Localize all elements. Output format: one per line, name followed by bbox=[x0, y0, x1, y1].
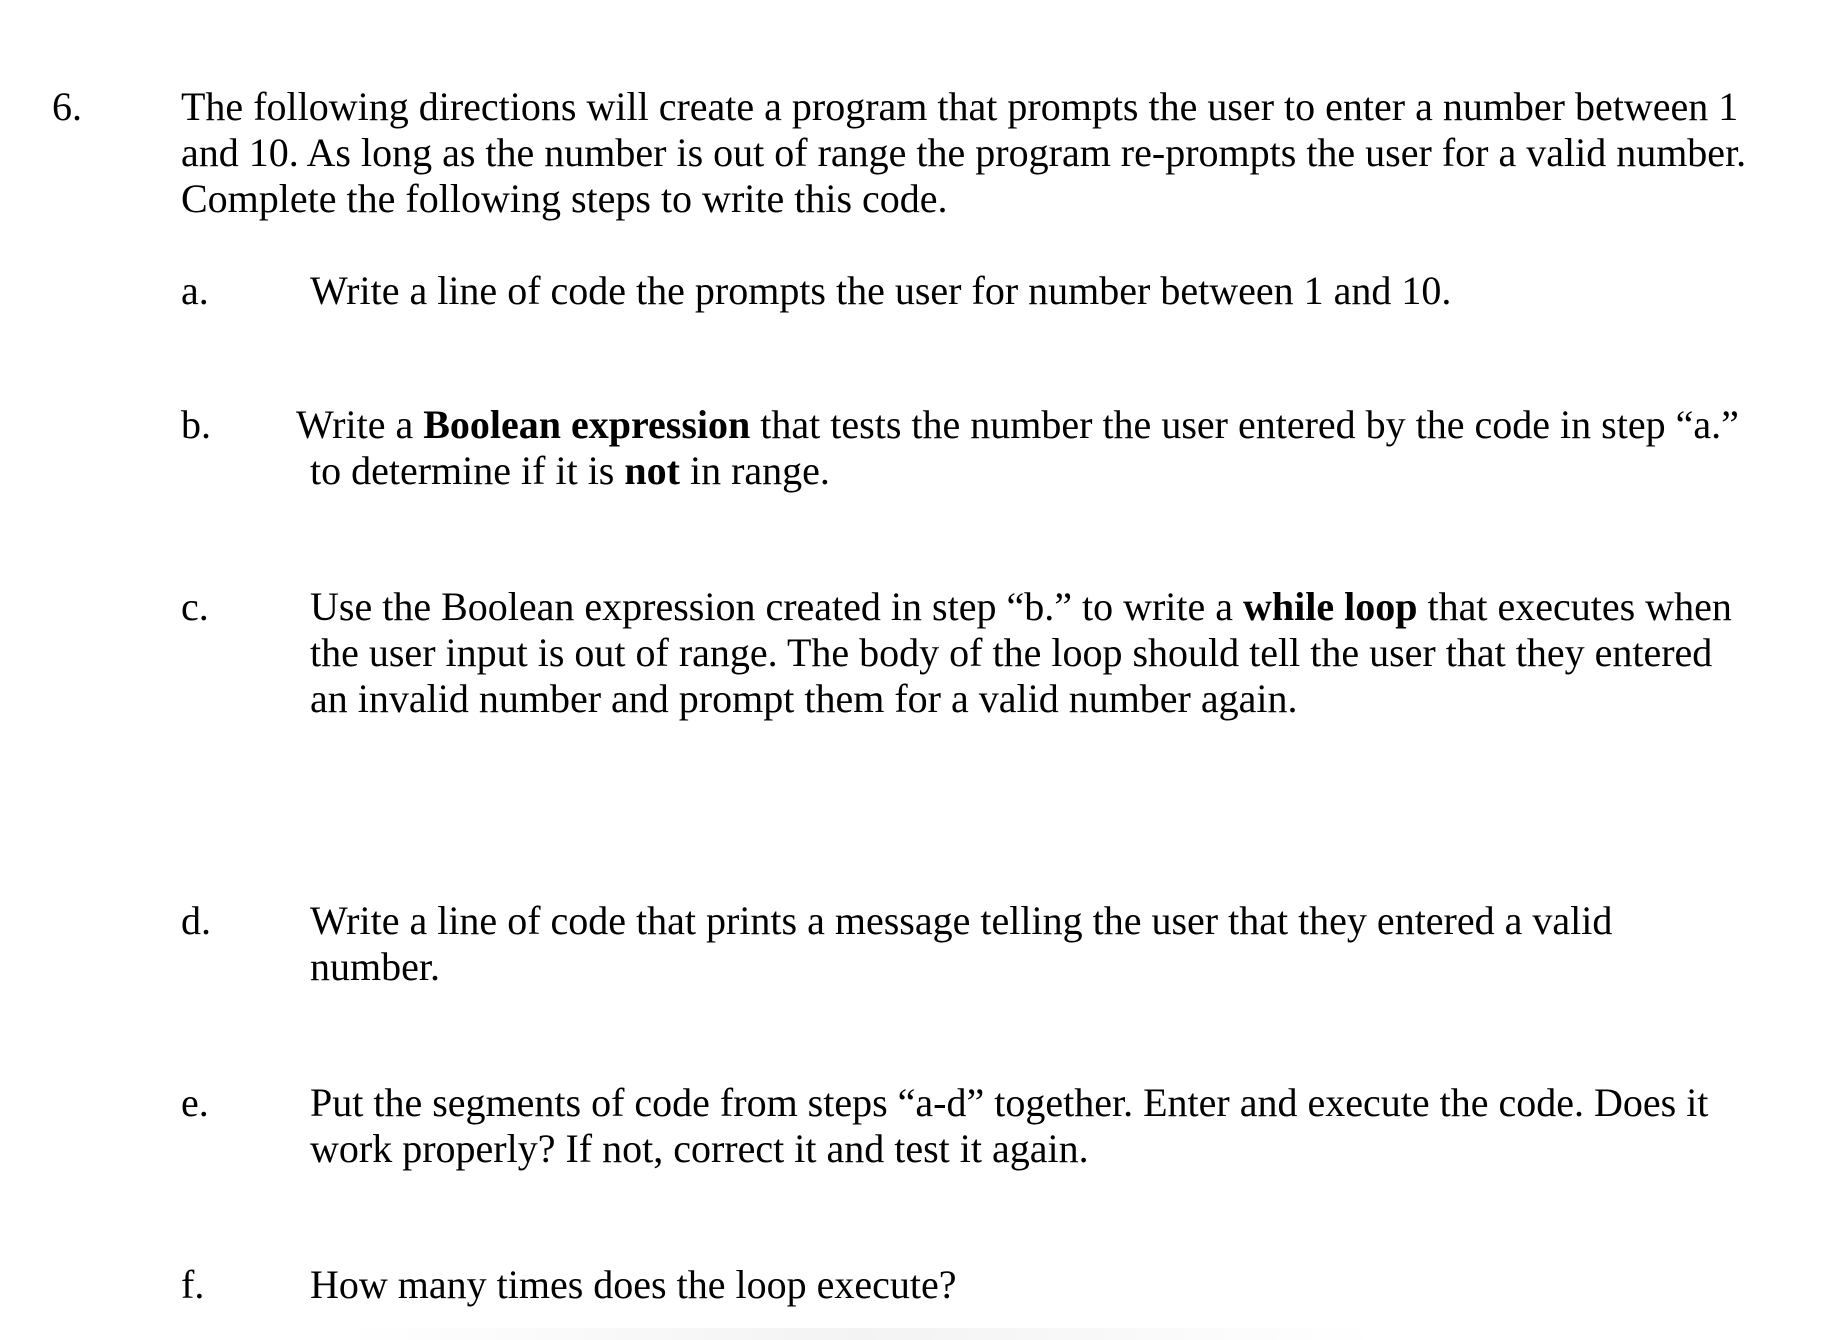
intro-line: and 10. As long as the number is out of range the program re-prompts the user for a valid number. bbox=[181, 130, 1747, 175]
step-d-line-1: Write a line of code that prints a message telling the user that they entered a valid bbox=[310, 898, 1613, 943]
step-e-label: e. bbox=[181, 1080, 209, 1125]
step-f-text bbox=[310, 1262, 1730, 1308]
step-e-line-1: Put the segments of code from steps “a-d” together. Enter and execute the code. Does it bbox=[310, 1080, 1709, 1125]
step-b-line-1: Write a Boolean expression that tests the number the user entered by the code in step “a.” bbox=[296, 402, 1739, 447]
step-e-line-2: work properly? If not, correct it and test it again. bbox=[310, 1126, 1089, 1171]
step-c-label: c. bbox=[181, 584, 209, 629]
step-a-label: a. bbox=[181, 268, 209, 313]
question-number: 6. bbox=[52, 84, 82, 129]
step-b-label: b. bbox=[181, 402, 211, 447]
intro-line: Complete the following steps to write this code. bbox=[181, 176, 948, 221]
intro-line: The following directions will create a program that prompts the user to enter a number between 1 bbox=[181, 84, 1739, 129]
not-term: not bbox=[624, 448, 680, 493]
step-c-line-2: the user input is out of range. The body of the loop should tell the user that they entered bbox=[310, 630, 1713, 675]
step-e-text bbox=[310, 1080, 1730, 1172]
boolean-expression-term: Boolean expression bbox=[423, 402, 751, 447]
step-d-line-2: number. bbox=[310, 944, 440, 989]
step-a-line: Write a line of code the prompts the user for number between 1 and 10. bbox=[310, 268, 1452, 313]
step-d-text bbox=[310, 898, 1730, 990]
step-c-text bbox=[310, 584, 1730, 722]
page-edge-shadow bbox=[340, 1328, 1380, 1340]
question-intro bbox=[181, 84, 1747, 222]
step-d-label: d. bbox=[181, 898, 211, 943]
step-b-text bbox=[296, 402, 1739, 494]
step-c-line-1: Use the Boolean expression created in step “b.” to write a while loop that executes when bbox=[310, 584, 1732, 629]
step-a-text bbox=[310, 268, 1730, 314]
while-loop-term: while loop bbox=[1243, 584, 1418, 629]
step-b-line-2: to determine if it is not in range. bbox=[310, 448, 830, 493]
step-c-line-3: an invalid number and prompt them for a valid number again. bbox=[310, 676, 1298, 721]
step-f-label: f. bbox=[181, 1262, 205, 1307]
step-f-line-1: How many times does the loop execute? bbox=[310, 1262, 957, 1307]
